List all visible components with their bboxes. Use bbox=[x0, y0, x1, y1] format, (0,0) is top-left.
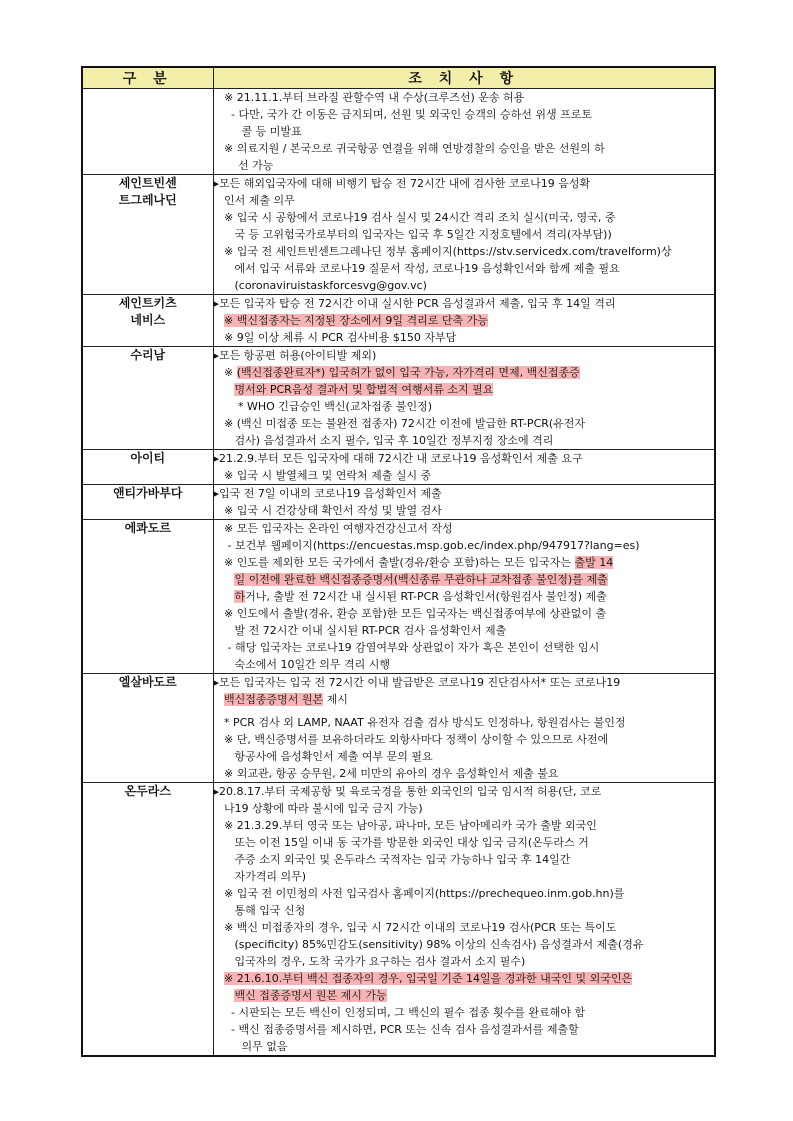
table-row bbox=[82, 674, 715, 783]
measure-line bbox=[214, 731, 715, 748]
table-row bbox=[82, 347, 715, 450]
measure-line bbox=[214, 902, 715, 919]
text-segment: - 보건부 웹페이지(https://encuestas.msp.gob.ec/index.php/947917?lang=es) bbox=[213, 539, 640, 552]
measure-line bbox=[214, 157, 715, 174]
text-segment: 에서 입국 서류와 코로나19 질문서 작성, 코로나19 음성확인서와 함께 제출 필요 bbox=[213, 262, 620, 275]
text-segment: ※ 입국 전 세인트빈센트그레나딘 정부 홈페이지(https://stv.servicedx.com/travelform)상 bbox=[213, 245, 672, 258]
measure-line bbox=[214, 571, 715, 588]
text-segment: * WHO 긴급승인 백신(교차접종 불인정) bbox=[213, 400, 432, 413]
table-header-row bbox=[82, 67, 715, 89]
text-segment: - 백신 접종증명서를 제시하면, PCR 또는 신속 검사 음성결과서를 제출할 bbox=[213, 1023, 579, 1036]
measure-line bbox=[214, 140, 715, 157]
text-segment: 의무 없음 bbox=[213, 1040, 288, 1053]
measure-line bbox=[214, 450, 715, 467]
measure-line bbox=[214, 817, 715, 834]
text-segment: ▸모든 입국자는 입국 전 72시간 이내 발급받은 코로나19 진단검사서* 또는 코로나19 bbox=[213, 676, 621, 689]
text-segment: 콜 등 미발표 bbox=[213, 125, 302, 138]
measure-line bbox=[214, 312, 715, 329]
measure-line bbox=[214, 520, 715, 537]
text-segment bbox=[214, 989, 235, 1002]
text-segment: ▸20.8.17.부터 국제공항 및 육로국경을 통한 외국인의 입국 임시적 허용(단, 코로 bbox=[213, 785, 602, 798]
measure-line bbox=[214, 748, 715, 765]
country-cell bbox=[82, 520, 213, 674]
text-segment: (coronaviruistaskforcesvg@gov.vc) bbox=[213, 279, 427, 292]
country-cell bbox=[82, 674, 213, 783]
country-name: 엘살바도르 bbox=[118, 675, 177, 689]
text-segment bbox=[214, 383, 235, 396]
text-segment bbox=[214, 972, 225, 985]
table-row bbox=[82, 89, 715, 175]
measure-line bbox=[214, 1004, 715, 1021]
measure-line bbox=[214, 691, 715, 708]
text-segment: ※ 21.3.29.부터 영국 또는 남아공, 파나마, 모든 남아메리카 국가 출발 외국인 bbox=[213, 819, 597, 832]
country-cell bbox=[82, 485, 213, 520]
measure-line bbox=[214, 800, 715, 817]
text-segment: 인서 제출 의무 bbox=[213, 194, 295, 207]
text-segment: ※ bbox=[213, 366, 237, 379]
text-segment: ※ 입국 시 건강상태 확인서 작성 및 발열 검사 bbox=[213, 504, 442, 517]
highlighted-text: 출발 14 bbox=[574, 556, 614, 569]
text-segment: ▸모든 입국자 탑승 전 72시간 이내 실시한 PCR 음성결과서 제출, 입국 후 14일 격리 bbox=[213, 297, 616, 310]
text-segment bbox=[214, 573, 235, 586]
header-category: 구 분 bbox=[82, 67, 213, 89]
measures-cell bbox=[213, 89, 715, 175]
country-cell bbox=[82, 783, 213, 1057]
text-segment: - 다만, 국가 간 이동은 금지되며, 선원 및 외국인 승객의 승하선 위생 프로토 bbox=[213, 108, 593, 121]
measures-cell bbox=[213, 295, 715, 347]
text-segment: 항공사에 음성확인서 제출 여부 문의 필요 bbox=[213, 750, 433, 763]
measure-line bbox=[214, 622, 715, 639]
text-segment: - 시판되는 모든 백신이 인정되며, 그 백신의 필수 접종 횟수를 완료해야 함 bbox=[213, 1006, 586, 1019]
country-name: 온두라스 bbox=[124, 784, 171, 798]
text-segment: 발 전 72시간 이내 실시된 RT-PCR 검사 음성확인서 제출 bbox=[213, 624, 507, 637]
measure-line bbox=[214, 714, 715, 731]
table-row bbox=[82, 450, 715, 485]
measure-line bbox=[214, 485, 715, 502]
country-cell bbox=[82, 175, 213, 295]
text-segment: ※ 입국 전 이민청의 사전 입국검사 홈페이지(https://prechequeo.inm.gob.hn)를 bbox=[213, 887, 625, 900]
measure-line bbox=[214, 970, 715, 987]
measure-line bbox=[214, 851, 715, 868]
table-body bbox=[82, 89, 715, 1057]
measure-line bbox=[214, 605, 715, 622]
text-segment: * PCR 검사 외 LAMP, NAAT 유전자 검출 검사 방식도 인정하나, 항원검사는 불인정 bbox=[213, 716, 626, 729]
measure-line bbox=[214, 277, 715, 294]
measure-line bbox=[214, 919, 715, 936]
measure-line bbox=[214, 783, 715, 800]
text-segment bbox=[214, 693, 225, 706]
text-segment: ※ 입국 시 발열체크 및 연락처 제출 실시 중 bbox=[213, 469, 432, 482]
highlighted-text: 명서와 PCR음성 결과서 및 합법적 여행서류 소지 필요 bbox=[234, 383, 494, 396]
text-segment: 거나, 출발 전 72시간 내 실시된 RT-PCR 음성확인서(항원검사 불인정) 제출 bbox=[245, 590, 607, 603]
measure-line bbox=[214, 381, 715, 398]
measure-line bbox=[214, 1021, 715, 1038]
text-segment: 국 등 고위험국가로부터의 입국자는 입국 후 5일간 지정호텔에서 격리(자부담)) bbox=[213, 228, 612, 241]
measure-line bbox=[214, 260, 715, 277]
measure-line bbox=[214, 834, 715, 851]
text-segment: ※ 9일 이상 체류 시 PCR 검사비용 $150 자부담 bbox=[213, 331, 457, 344]
country-name: 세인트빈센 bbox=[118, 176, 177, 190]
measures-cell bbox=[213, 485, 715, 520]
text-segment: ※ 21.11.1.부터 브라질 관할수역 내 수상(크루즈선) 운송 허용 bbox=[213, 91, 525, 104]
country-name: 수리남 bbox=[130, 348, 166, 362]
table-row bbox=[82, 520, 715, 674]
country-name: 앤티가바부다 bbox=[112, 486, 183, 500]
measure-line bbox=[214, 432, 715, 449]
text-segment: 제시 bbox=[323, 693, 348, 706]
text-segment: ※ 인도에서 출발(경유, 환승 포함)한 모든 입국자는 백신접종여부에 상관없이 출 bbox=[213, 607, 607, 620]
text-segment: ▸모든 해외입국자에 대해 비행기 탑승 전 72시간 내에 검사한 코로나19 음성확 bbox=[213, 177, 591, 190]
measures-table bbox=[81, 66, 716, 1057]
highlighted-text: 백신접종증명서 원본 bbox=[224, 693, 324, 706]
text-segment: - 해당 입국자는 코로나19 감염여부와 상관없이 자가 혹은 본인이 선택한 임시 bbox=[213, 641, 600, 654]
text-segment: 자가격리 의무) bbox=[213, 870, 307, 883]
measure-line bbox=[214, 398, 715, 415]
text-segment: 주증 소지 외국인 및 온두라스 국적자는 입국 가능하나 입국 후 14일간 bbox=[213, 853, 571, 866]
country-name: 트그레나딘 bbox=[118, 193, 177, 207]
text-segment: ※ 외교관, 항공 승무원, 2세 미만의 유아의 경우 음성확인서 제출 불요 bbox=[213, 767, 559, 780]
country-cell bbox=[82, 295, 213, 347]
measure-line bbox=[214, 936, 715, 953]
measure-line bbox=[214, 674, 715, 691]
measure-line bbox=[214, 639, 715, 656]
text-segment: ▸21.2.9.부터 모든 입국자에 대해 72시간 내 코로나19 음성확인서 제출 요구 bbox=[213, 452, 583, 465]
measures-cell bbox=[213, 175, 715, 295]
measure-line bbox=[214, 656, 715, 673]
measure-line bbox=[214, 209, 715, 226]
country-name: 세인트키츠 bbox=[118, 296, 177, 310]
text-segment: 또는 이전 15일 이내 동 국가를 방문한 외국인 대상 입국 금지(온두라스 거 bbox=[213, 836, 589, 849]
measure-line bbox=[214, 192, 715, 209]
measure-line bbox=[214, 588, 715, 605]
measure-line bbox=[214, 765, 715, 782]
measure-line bbox=[214, 953, 715, 970]
measure-line bbox=[214, 243, 715, 260]
country-cell bbox=[82, 347, 213, 450]
text-segment: ※ 입국 시 공항에서 코로나19 검사 실시 및 24시간 격리 조치 실시(미국, 영국, 중 bbox=[213, 211, 616, 224]
table-row bbox=[82, 485, 715, 520]
header-measures: 조 치 사 항 bbox=[213, 67, 715, 89]
text-segment bbox=[214, 314, 225, 327]
table-row bbox=[82, 175, 715, 295]
measures-cell bbox=[213, 783, 715, 1057]
measure-line bbox=[214, 226, 715, 243]
highlighted-text: ※ 21.6.10.부터 백신 접종자의 경우, 입국일 기준 14일을 경과한 내국인 및 외국인은 bbox=[224, 972, 633, 985]
measure-line bbox=[214, 89, 715, 106]
measure-line bbox=[214, 364, 715, 381]
text-segment bbox=[214, 590, 235, 603]
measures-cell bbox=[213, 450, 715, 485]
measure-line bbox=[214, 868, 715, 885]
measures-cell bbox=[213, 674, 715, 783]
highlighted-text: ※ 백신접종자는 지정된 장소에서 9일 격리로 단축 가능 bbox=[224, 314, 488, 327]
country-cell bbox=[82, 89, 213, 175]
country-name: 아이티 bbox=[130, 451, 166, 465]
measure-line bbox=[214, 554, 715, 571]
highlighted-text: 일 이전에 완료한 백신접종증명서(백신종류 무관하나 교차접종 불인정)를 제출 bbox=[234, 573, 608, 586]
highlighted-text: 하 bbox=[234, 590, 246, 603]
text-segment: ▸모든 항공편 허용(아이티발 제외) bbox=[213, 349, 377, 362]
measure-line bbox=[214, 885, 715, 902]
measure-line bbox=[214, 502, 715, 519]
text-segment: ※ 인도를 제외한 모든 국가에서 출발(경유/환승 포함)하는 모든 입국자는 bbox=[213, 556, 575, 569]
measure-line bbox=[214, 175, 715, 192]
measure-line bbox=[214, 347, 715, 364]
table-row bbox=[82, 783, 715, 1057]
text-segment: ※ (백신 미접종 또는 불완전 접종자) 72시간 이전에 발급한 RT-PCR(유전자 bbox=[213, 417, 586, 430]
text-segment: ▸입국 전 7일 이내의 코로나19 음성확인서 제출 bbox=[213, 487, 442, 500]
text-segment: (specificity) 85%민감도(sensitivity) 98% 이상의 신속검사) 음성결과서 제출(경유 bbox=[213, 938, 644, 951]
text-segment: ※ 모든 입국자는 온라인 여행자건강신고서 작성 bbox=[213, 522, 453, 535]
text-segment: 입국자의 경우, 도착 국가가 요구하는 검사 결과서 소지 필수) bbox=[213, 955, 526, 968]
measure-line bbox=[214, 123, 715, 140]
text-segment: 검사) 음성결과서 소지 필수, 입국 후 10일간 정부지정 장소에 격리 bbox=[213, 434, 554, 447]
measures-cell bbox=[213, 347, 715, 450]
text-segment: 나19 상황에 따라 불시에 입국 금지 가능) bbox=[213, 802, 423, 815]
country-cell bbox=[82, 450, 213, 485]
text-segment: 선 가능 bbox=[213, 159, 274, 172]
measure-line bbox=[214, 415, 715, 432]
highlighted-text: (백신접종완료자*) 입국허가 없이 입국 가능, 자가격리 면제, 백신접종증 bbox=[236, 366, 580, 379]
measure-line bbox=[214, 1038, 715, 1055]
measure-line bbox=[214, 537, 715, 554]
text-segment: ※ 의료지원 / 본국으로 귀국항공 연결을 위해 연방경찰의 승인을 받은 선원의 하 bbox=[213, 142, 605, 155]
text-segment: 통해 입국 신청 bbox=[213, 904, 306, 917]
measures-cell bbox=[213, 520, 715, 674]
country-name: 네비스 bbox=[130, 313, 166, 327]
text-segment: 숙소에서 10일간 의무 격리 시행 bbox=[213, 658, 390, 671]
country-name: 에콰도르 bbox=[124, 521, 171, 535]
text-segment: ※ 백신 미접종자의 경우, 입국 시 72시간 이내의 코로나19 검사(PCR 또는 특이도 bbox=[213, 921, 617, 934]
measure-line bbox=[214, 329, 715, 346]
table-row bbox=[82, 295, 715, 347]
measure-line bbox=[214, 295, 715, 312]
measure-line bbox=[214, 987, 715, 1004]
measure-line bbox=[214, 106, 715, 123]
measure-line bbox=[214, 467, 715, 484]
text-segment: ※ 단, 백신증명서를 보유하더라도 외항사마다 정책이 상이할 수 있으므로 사전에 bbox=[213, 733, 609, 746]
highlighted-text: 백신 접종증명서 원본 제시 가능 bbox=[234, 989, 387, 1002]
